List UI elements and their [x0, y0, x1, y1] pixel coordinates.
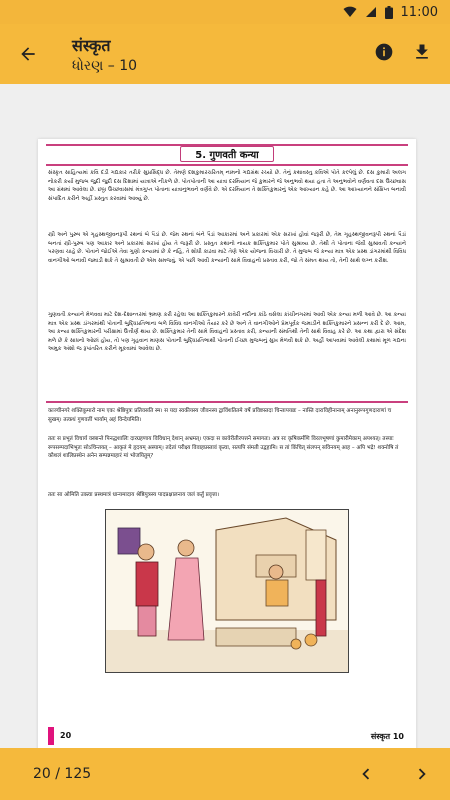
signal-icon: [365, 6, 377, 18]
gujarati-paragraph-3: ગુણવતી કન્યાને મેળવવા માટે દેશ-દેશાન્તરમાં ભ્રમણ કરી રહેલા આ શક્તિકુમારને કાવેરી નદીના કાંઠે વસેલા કાંચીનગરમાં આવી એક કન્યા મળી આવે છે. આ કન્યા માત્ર એક પ્રસ્થ ડાંગરમાંથી પોતાની બુદ્ધિપ્રતિભાના બળે વિવિધ વાનગીઓ તૈયાર કરે છે અને તે વાનગીઓને પ્રેમપૂર્વક જમાડીને શક્તિકુમારને પ્રસન્ન કરી દે છે. આમ, આ કન્યા શક્તિકુમારની પરીક્ષામાં ઉત્તીર્ણ થાય છે. શક્તિકુમાર તેની સામે વિવાહનો પ્રસ્તાવ કરી, કન્યાની સંમતિથી તેની સાથે વિવાહ કરે છે. આ કથા દ્વારા એ સંદેશ મળે છે કે સાધનો ઓછાં હોય, તો પણ ગૃહવાન માણસ પોતાની બુદ્ધિપ્રતિભાથી પોતાની ઈચ્છા મુજબનું સુખ મેળવી શકે છે. અહીં આપવામાં આવેલી કથામાં મૂળ ગદ્યના અમુક અંશો જ રૂપાંતરિત કરીને મૂકવામાં આવેલા છે.: [48, 312, 406, 353]
gujarati-paragraph-1: સંસ્કૃત સાહિત્યમાં કવિ દંડી ગદ્યકાર તરીકે સુપ્રસિદ્ધ છે. તેમણે દશકુમારચરિતમ્ નામનો ગદ્યગ્રંથ રચ્યો છે. તેનું કથાવસ્તુ કવિએ પોતે કલ્પેલું છે. દસ કુમારો અલગ નોકરી કર્યા મુજબ જુદી જુદી દસ દિશામાં યાત્રાએ નીકળે છે. પોતપોતાની આ યાત્રા દરમિયાન જે કુમારને જે અનુભવો થયા હતા તે અનુભવોને વર્ણવતા દસ ઉચ્છ્વાસ આ ગ્રંથમાં આવેલા છે. છઠ્ઠા ઉચ્છ્વાસમાં મંત્રગુપ્ત પોતાના યાત્રાનુભવને વર્ણવે છે. એ દરમિયાન તે શક્તિકુમારનું એક આખ્યાન કહે છે. આ આખ્યાનને સંક્ષિપ્ત બનાવી સંપાદિત કરીને અહીં પ્રસ્તુત કરવામાં આવ્યું છે.: [48, 170, 406, 202]
border-bottom: [46, 401, 408, 403]
lesson-title: 5. गुणवती कन्या: [180, 146, 273, 162]
app-bar: [0, 24, 450, 84]
footer-mark: [48, 727, 54, 745]
pdf-page: [38, 139, 416, 748]
bottom-bar: [0, 748, 450, 800]
status-bar: [0, 0, 450, 24]
previous-page-button[interactable]: [338, 748, 394, 800]
download-icon: [412, 42, 432, 62]
page-number: 20: [60, 731, 72, 740]
app-title: संस्कृत: [72, 36, 111, 55]
gujarati-paragraph-2: સ્ત્રી અને પુરુષ એ ગૃહસ્થજીવનરૂપી રથનાં બે પૈડાં છે. જેમ રથનાં બંને પૈડાં આકારમાં અને પ્રકારમાં એક સરખાં હોવાં જરૂરી છે, તેમ ગૃહસ્થજીવનરૂપી રથનાં પૈડાં બનતાં સ્ત્રી-પુરુષ પણ આકાર અને પ્રકારમાં સરખાં હોય તે જરૂરી છે. પ્રસ્તુત કથાનો નાયક શક્તિકુમાર પોતે સુશ્રાવ્ય છે. તેથી તે પોતાના જેવી સુશ્રાવતી કન્યાને પરણવા ચાહે છે. પોતાને જોઈએ તેવા ગુણો કન્યામાં છે કે નહિ, તે શોધી કાઢવા માટે તેણે એક યોજના વિચારી છે. તે મુજબ જે કન્યા માત્ર એક પ્રસ્થ ડાંગરમાંથી વિવિધ વાનગીઓ બનાવી જમાડી શકે તે સુશ્રાવતી છે એમ સમજવું. એ પછી આવી કન્યાની સામે વિવાહનો પ્રસ્તાવ કરી, જો તે સંમત થાય તો, તેની સાથે લગ્ન કરીશ.: [48, 232, 406, 264]
sanskrit-paragraph-2: ततः स प्रभूतं विचार्य वस्त्रान्ते पिनद्धशालिः दारग्रहणाय विविधान् देशान् अभ्रमत्। एकदा स कावेरीतीरपत्तने समागतः। अत्र सः कृषिकर्मणि विरलभूषणां कुमारीमेकाम् अपश्यत्। तस्याः रूपसम्पदाभिभूतः सोऽचिन्तयत् – आकृतं मे हृदयम् अस्याम्। तदेतां परीक्ष्य विवाहप्रस्तावं कृत्वा, सत्यपि संमती उद्वहामि। स तां किंचित् संलपन् सविनयम् आह – अपि भद्रे! शक्नोषि तं कौशलं शालिप्रस्थेन अनेन सम्पन्नमाहारं मां भोजयितुम्?: [48, 436, 399, 460]
battery-icon: [385, 6, 393, 19]
border-under-title: [46, 164, 408, 166]
download-button[interactable]: [412, 42, 432, 66]
chevron-left-icon: [355, 763, 377, 785]
wifi-icon: [343, 6, 357, 18]
back-button[interactable]: [0, 24, 56, 84]
sanskrit-paragraph-3: ततः सा ओमिति उक्त्वा प्रस्थमात्रं धान्यमादाय श्रेष्ठिपुत्रस्य पादप्रक्षालनाय जलं कर्तुं प्रवृत्ता।: [48, 492, 220, 498]
pdf-viewer[interactable]: [0, 84, 450, 748]
info-icon: [374, 42, 394, 62]
story-illustration: [105, 509, 349, 673]
app-subtitle: ધોરણ – 10: [72, 58, 138, 74]
lesson-title-bar: [46, 147, 408, 161]
illustration-drawing: [106, 510, 349, 673]
book-label: संस्कृत 10: [370, 732, 404, 741]
page-indicator: 20 / 125: [33, 766, 92, 782]
title-group: [56, 34, 374, 74]
sanskrit-paragraph-1: काञ्चीनगरे शक्तिकुमारो नाम एकः श्रेष्ठिपुत्रः प्रतिवसति स्म। स यदा स्वकीयस्य जीवनस्य द्वाविंशतितमे वर्षे प्रविष्टस्तदा चिन्तापयन्नः – नास्ति दाराविहीनानाम् अनानुरूपगुणदाराणां च सुखम्। तत्कथं गुणवतीं भार्याम् अहं विन्देयमिति।: [48, 408, 392, 423]
chevron-right-icon: [411, 763, 433, 785]
info-button[interactable]: [374, 42, 394, 66]
arrow-back-icon: [18, 44, 38, 64]
next-page-button[interactable]: [394, 748, 450, 800]
status-time: 11:00: [400, 4, 438, 20]
